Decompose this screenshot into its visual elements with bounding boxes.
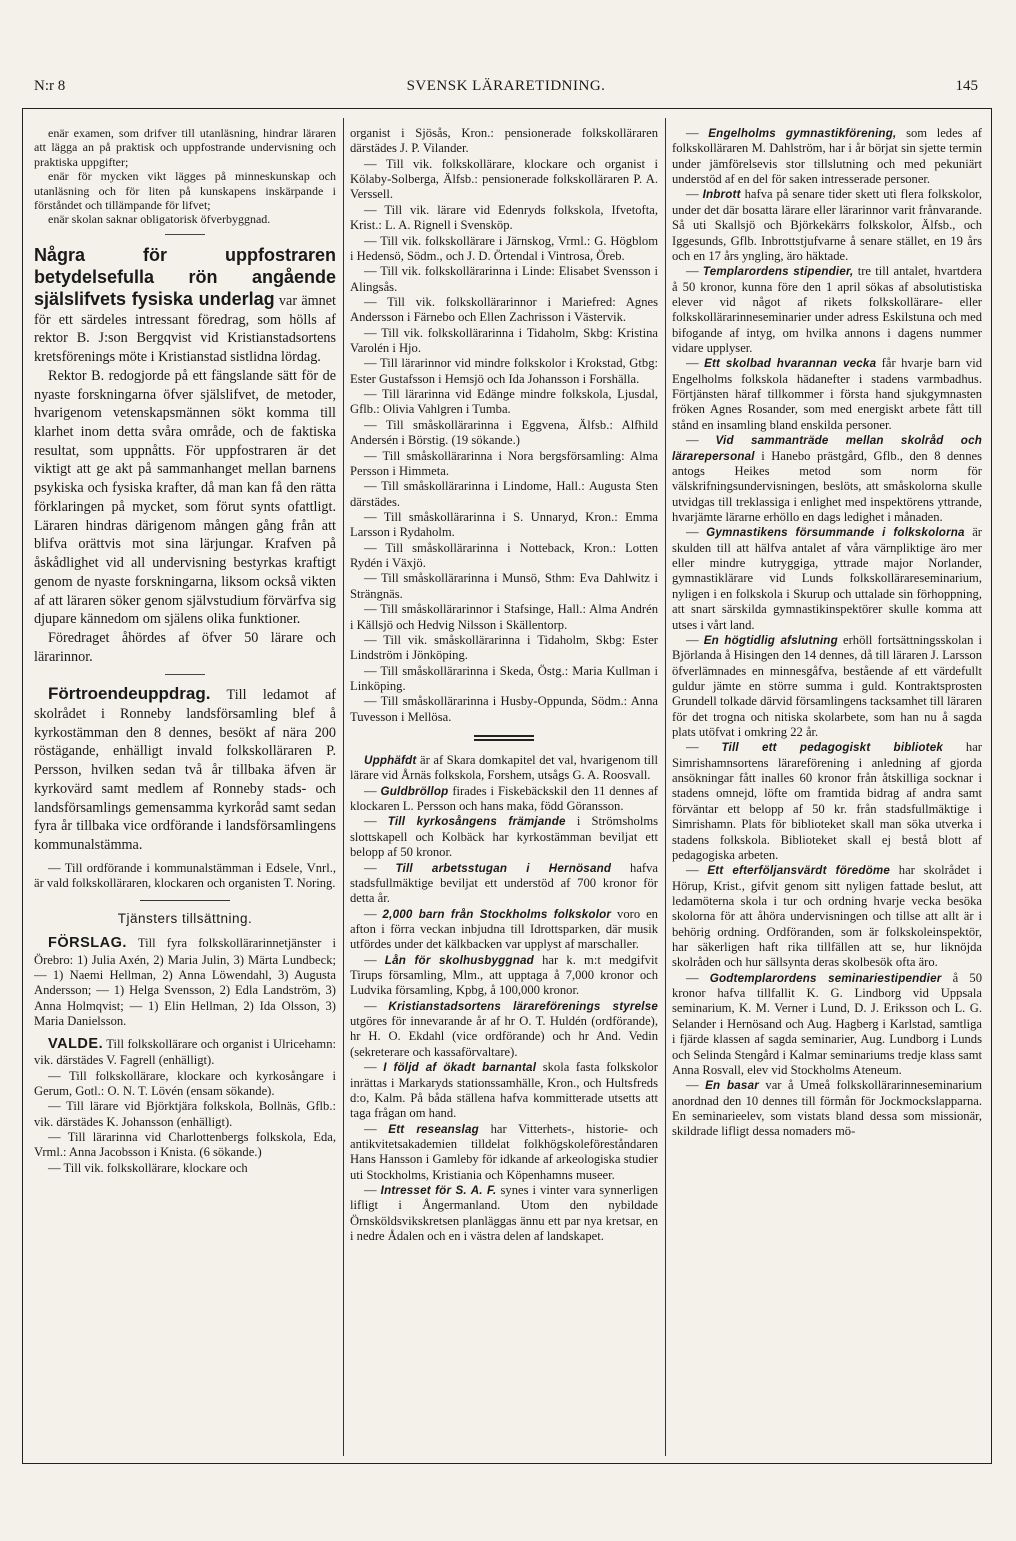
news-text: har k. m:t medgifvit Tirups församling, Mlm., att upptaga å 7,000 kronor och Ludvika församling, Kpbg, å 100,000 kronor. <box>350 952 658 998</box>
column-3 <box>672 126 982 1456</box>
news-item: — Gymnastikens försummande i folkskolorna är skulden till att hälfva antalet af våra värnpliktige äro mer eller mindre kutryggiga, yttrade major Norlander, gymnastiklärare vid Lunds folkskollärareseminarium, nyligen i en folkskola i Skurup och uttalade sin förhoppning, att snart särskilda gymnastikinspektörer skulle komma att utses i vårt land. <box>672 525 982 632</box>
news-text: å 50 kronor hafva tillfallit K. G. Lindborg vid Uppsala seminarium, K. M. Verner i Lund, D. J. Eriksson och L. G. Selander i Hernösand och Aug. Hagberg i Karlstad, samtliga i fjärde klassen af sagda seminarier, Aug. Lundborg i Lunds och Selinda Stengård i Kalmar seminariums tredje klass samt Anna Rosvall, elev vid Stockholms Ateneum. <box>672 970 982 1077</box>
news-headline: Upphäfdt <box>364 754 417 768</box>
newspaper-title: SVENSK LÄRARETIDNING. <box>406 78 606 94</box>
appointment-item: — Till vik. folkskollärare, klockare och organist i Kölaby-Solberga, Älfsb.: pensionerade folkskolläraren P. A. Verssell. <box>350 156 658 202</box>
news-text: tre till antalet, hvartdera å 50 kronor, kunna före den 1 april sökas af absolutistiska elever vid något af rikets folkskollärare- eller folkskollärarinneseminarier under adress Eskilstuna och med bifogande af intyg, om hvilka annons i dagens nummer vidare upplyser. <box>672 264 982 356</box>
news-text: i Strömsholms slottskapell och Kolbäck har kyrkostämman beviljat ett belopp af 50 kronor. <box>350 814 658 860</box>
appointment-item: — Till småskollärarinna i Husby-Oppunda, Södm.: Anna Tuvesson i Mellösa. <box>350 694 658 724</box>
valde-label: VALDE. <box>48 1035 104 1052</box>
news-text: hafva på senare tider skett uti flera folkskolor, under det där bosatta lärare eller lärarinnor varit frånvarande. Så uti Skallsjö och Björkekärrs folkskolor, Älfsb., och Iggesunds, Gflb. Inbrottstjufvarne å senare stället, en 19 års och en 17 års yngling, äro häktade. <box>672 187 982 263</box>
issue-number: N:r 8 <box>34 78 66 94</box>
news-item: — Till ett pedagogiskt bibliotek har Simrishamnsortens lärareförening i anledning af gjorda ansökningar fått inalles 60 kronor från åtskilliga socknar i stadens omnejd, löfte om framtida bidrag af andra samt förväntar ett belopp af 50 kr. från stadsfullmäktige i Simrishamn. Plats för biblioteket skall man söka utverka i stadens folkskola. Biblioteket skall ej bestå blott af pedagogiska arbeten. <box>672 740 982 862</box>
double-rule <box>474 735 534 741</box>
news-item: — Godtemplarordens seminariestipendier å 50 kronor hafva tillfallit K. G. Lindborg vid Uppsala seminarium, K. M. Verner i Lund, D. J. Eriksson och L. G. Selander i Hernösand och Aug. Hagberg i Karlstad, samtliga i fjärde klassen af sagda seminarier, Aug. Lundborg i Lunds och Selinda Stengård i Kalmar seminariums tredje klass samt Anna Rosvall, elev vid Stockholms Ateneum. <box>672 970 982 1077</box>
news-headline: Inbrott <box>702 188 741 202</box>
news-text: firades i Fiskebäckskil den 11 dennes af klockaren L. Persson och hans maka, född Göransson. <box>350 783 658 814</box>
page-number: 145 <box>955 78 978 94</box>
appointment-item: — Till småskollärarinna i Notteback, Kron.: Lotten Rydén i Växjö. <box>350 540 658 571</box>
appointment-item: — Till vik. folkskollärarinna i Linde: Elisabet Svensson i Alingsås. <box>350 264 658 294</box>
news-item: — Kristianstadsortens lärareförenings styrelse utgöres för innevarande år af hr O. T. Huldén (ordförande), hr H. O. Ekdahl (vice ordförande) och hr And. Vedin (sekreterare och kassaförvaltare). <box>350 998 658 1059</box>
news-item: — Templarordens stipendier, tre till antalet, hvartdera å 50 kronor, kunna före den 1 april sökas af absolutistiska elever vid något af rikets folkskollärare- eller folkskollärarinneseminarier under adress Eskilstuna och med bifogande af intyg, om hvilka annons i dagens nummer vidare upplyser. <box>672 264 982 356</box>
news-headline: Engelholms gymnastikförening, <box>708 127 897 140</box>
article-appointment <box>34 683 336 855</box>
appointment-item: — Till vik. folkskollärarinnor i Mariefred: Agnes Andersson i Färnebo och Ellen Zachrisson i Västervik. <box>350 294 658 325</box>
article-headline: Förtroendeuppdrag. <box>48 683 211 703</box>
news-item: — Ett skolbad hvarannan vecka får hvarje barn vid Engelholms folkskola hädanefter i stadens varmbadhus. Förtjänsten häraf tillkommer i första hand sjukgymnasten fröken Agnes Rosander, som med energiskt arbete fått till stånd en insamling bland enskilda personer. <box>672 356 982 432</box>
news-item: — Inbrott hafva på senare tider skett uti flera folkskolor, under det där bosatta lärare eller lärarinnor varit frånvarande. Så uti Skallsjö och Björkekärrs folkskolor, Älfsb., och Iggesunds, Gflb. Inbrottstjufvarne å senare stället, en 19 års och en 17 års yngling, äro häktade. <box>672 187 982 263</box>
news-text: utgöres för innevarande år af hr O. T. Huldén (ordförande), hr H. O. Ekdahl (vice ordförande) och hr And. Vedin (sekreterare och kassaförvaltare). <box>350 1014 658 1059</box>
separator <box>165 674 205 675</box>
news-text: var å Umeå folkskollärarinneseminarium anordnad den 10 dennes till förmån för Jockmockslapparna. En seminarieelev, som vistats bland dessa som missionär, skildrade lifligt dessa nomaders mö- <box>672 1078 982 1139</box>
news-headline: Till kyrkosångens främjande <box>387 815 566 829</box>
news-headline: Godtemplarordens seminariestipendier <box>709 971 942 985</box>
news-text: hafva stadsfullmäktige beviljat ett understöd af 700 kronor för detta år. <box>350 860 658 906</box>
appointment-item: — Till vik. lärare vid Edenryds folkskola, Ifvetofta, Krist.: L. A. Rignell i Svensköp. <box>350 202 658 233</box>
appointment-item: — Till småskollärarinna i Eggvena, Älfsb.: Alfhild Andersén i Börstig. (19 sökande.) <box>350 417 658 448</box>
appointment-item: — Till lärare vid Björktjära folkskola, Bollnäs, Gflb.: vik. därstädes K. Johansson (enhälligt). <box>34 1099 336 1129</box>
news-item: — En basar var å Umeå folkskollärarinneseminarium anordnad den 10 dennes till förmån för Jockmockslapparna. En seminarieelev, som vistats bland dessa som missionär, skildrade lifligt dessa nomaders mö- <box>672 1078 982 1139</box>
article-lead: var ämnet för ett särdeles intressant föredrag, som hölls af rektor B. J:son Bergqvist vid Kristianstadsortens kretsförenings möte i Kristianstad sistlidna lördag. <box>34 292 336 366</box>
intro-paragraph: enär skolan saknar obligatorisk öfverbyggnad. <box>48 212 271 227</box>
news-headline: Kristianstadsortens lärareförenings styrelse <box>388 999 658 1013</box>
news-text: skola fasta folkskolor inrättas i Markaryds stationssamhälle, Kron., och Hultsfreds d:o, Kalm. På båda ställena hafva kommitterade utsetts att taga frågan om hand. <box>350 1060 658 1121</box>
separator <box>165 234 205 235</box>
news-text: har Simrishamnsortens lärareförening i anledning af gjorda ansökningar fått inalles 60 kronor från åtskilliga socknar i stadens omnejd, löfte om framtida bidrag af andra samt förväntar ett belopp af 50 kr. från stadsfullmäktige i Simrishamn. Plats för biblioteket skall man söka utverka i stadens folkskola. Biblioteket skall ej bestå blott af pedagogiska arbeten. <box>672 740 982 862</box>
news-headline: Till ett pedagogiskt bibliotek <box>721 741 944 755</box>
news-item: — En högtidlig afslutning erhöll fortsättningsskolan i Björlanda å Hisingen den 14 dennes, då till läraren J. Larsson öfverlämnades en minnesgåfva, bestående af ett värdefullt guldur jämte en större summa i guld. Kontraktsprosten Grundell tolkade därvid församlingens tacksamhet till läraren för det trogna och nitiska skolarbete, som han nu å sagda plats utöfvat i omkring 22 år. <box>672 632 982 740</box>
news-headline: Guldbröllop <box>380 784 449 798</box>
news-headline: Intresset för S. A. F. <box>380 1184 497 1198</box>
appointment-item: — Till småskollärarinna i Lindome, Hall.: Augusta Sten därstädes. <box>350 479 658 509</box>
article-lecture <box>34 245 336 367</box>
news-headline: Ett reseanslag <box>388 1122 479 1136</box>
news-text: får hvarje barn vid Engelholms folkskola hädanefter i stadens varmbadhus. Förtjänsten häraf tillkommer i första hand sjukgymnasten fröken Agnes Rosander, som med energiskt arbete fått till stånd en insamling bland enskilda personer. <box>672 356 982 432</box>
news-text: som ledes af folkskolläraren M. Dahlström, har i år börjat sin sjette termin under jämförelsevis stor tillslutning och med pekuniärt understöd af en del för saken intresserade personer. <box>672 126 982 187</box>
article-body: Till ledamot af skolrådet i Ronneby landsförsamling blef å kyrkostämman den 8 dennes, besökt af nära 200 röstägande, enhälligt invald folkskolläraren P. Persson, hvilken sedan två år tillbaka äfven är kyrkovärd samt medlem af Ronneby stads- och landsförsamlings gemensamma kyrkoråd samt sedan fyra år tillbaka vice ordförande i landsförsamlingens kommunalstämma. <box>34 686 336 854</box>
appointment-item: — Till folkskollärare, klockare och kyrkosångare i Gerum, Gotl.: O. N. T. Lövén (ensam sökande). <box>34 1068 336 1098</box>
news-text: i Hanebo prästgård, Gflb., den 8 dennes antogs Heikes metod som norm för välskrifningsundervisningen, beslöts, att småskolorna skulle utvidgas till treklassiga i enlighet med inspektörens yttrande, hvarjämte lärarne erhöllo en dags ledighet i månaden. <box>672 448 982 524</box>
news-headline: En basar <box>705 1079 759 1093</box>
news-text: voro en afton i förra veckan inbjudna till Idrottsparken, där musik utfördes under det kälkbacken var upplyst af marschaller. <box>350 906 658 952</box>
news-text: har Vitterhets-, historie- och antikvitetsakademien tilldelat folkhögskoleföreståndaren Hans Hansson i Gamleby för idkande af arkeologiska studier uti Stockholms, Kristiania och Köpenhamns museer. <box>350 1121 658 1182</box>
forslag-paragraph <box>34 935 336 1029</box>
news-headline: Ett efterföljansvärdt föredöme <box>707 864 891 878</box>
running-header <box>34 78 978 102</box>
news-item: — Till arbetsstugan i Hernösand hafva stadsfullmäktige beviljat ett understöd af 700 kronor för detta år. <box>350 860 658 906</box>
appointment-item: — Till lärarinna vid Charlottenbergs folkskola, Eda, Vrml.: Anna Jacobsson i Knista. (6 sökande.) <box>34 1130 336 1160</box>
appointment-item: — Till småskollärarinna i Munsö, Sthm: Eva Dahlwitz i Strängnäs. <box>350 571 658 601</box>
news-item: — Guldbröllop firades i Fiskebäckskil den 11 dennes af klockaren L. Persson och hans maka, född Göransson. <box>350 783 658 814</box>
news-headline: Till arbetsstugan i Hernösand <box>395 861 612 875</box>
valde-paragraph <box>34 1036 336 1069</box>
news-item: — Till kyrkosångens främjande i Strömsholms slottskapell och Kolbäck har kyrkostämman beviljat ett belopp af 50 kronor. <box>350 814 658 860</box>
news-item: — Lån för skolhusbyggnad har k. m:t medgifvit Tirups församling, Mlm., att upptaga å 7,000 kronor och Ludvika församling, Kpbg, å 100,000 kronor. <box>350 952 658 998</box>
appointment-item: — Till småskollärarinnor i Stafsinge, Hall.: Alma Andrén i Källsjö och Hedvig Nilsson i Skällentorp. <box>350 602 658 632</box>
news-item: — Intresset för S. A. F. synes i vinter vara synnerligen lifligt i Ångermanland. Utom den nybildade Örnsköldsvikskretsen planläggas ännu ett par nya kretsar, en i nedre Ådalen och en i västra delen af landskapet. <box>350 1183 658 1244</box>
news-headline: Templarordens stipendier, <box>702 265 854 279</box>
news-headline: Vid sammanträde mellan skolråd och lärarepersonal <box>672 434 982 463</box>
news-item <box>350 753 658 784</box>
section-title: Tjänsters tillsättning. <box>117 910 253 926</box>
appointment-item: — Till vik. folkskollärarinna i Tidaholm, Skbg: Kristina Varolén i Hjo. <box>350 325 658 356</box>
appointment-item: — Till lärarinnor vid mindre folkskolor i Krokstad, Gtbg: Ester Gustafsson i Hemsjö och Ida Johansson i Forshälla. <box>350 356 658 386</box>
article-headline: Några för uppfostraren betydelsefulla rön angående själslifvets fysiska underlag <box>34 244 336 309</box>
news-headline: Gymnastikens försummande i folkskolorna <box>706 526 965 540</box>
valde-text: Till folkskollärare och organist i Ulricehamn: vik. därstädes V. Fagrell (enhälligt). <box>34 1036 336 1068</box>
column-1 <box>34 126 336 1456</box>
appointment-item: — Till vik. folkskollärare, klockare och <box>48 1160 248 1175</box>
appointment-item: — Till småskollärarinna i Nora bergsförsamling: Alma Persson i Himmeta. <box>350 448 658 478</box>
news-item: — I följd af ökadt barnantal skola fasta folkskolor inrättas i Markaryds stationssamhälle, Kron., och Hultsfreds d:o, Kalm. På båda ställena hafva kommitterade utsetts att taga frågan om hand. <box>350 1060 658 1121</box>
news-item: — Ett reseanslag har Vitterhets-, historie- och antikvitetsakademien tilldelat folkhögskoleföreståndaren Hans Hansson i Gamleby för idkande af arkeologiska studier uti Stockholms, Kristiania och Köpenhamns museer. <box>350 1121 658 1182</box>
column-2 <box>350 126 658 1456</box>
appointment-item: — Till lärarinna vid Edänge mindre folkskola, Ljusdal, Gflb.: Olivia Vahlgren i Tumba. <box>350 387 658 417</box>
intro-paragraph: enär för mycken vikt lägges på minneskunskap och utanläsning och för liten på kunskapens inskärpande i förståndet och tillämpande för lifvet; <box>34 169 336 212</box>
news-item: — Vid sammanträde mellan skolråd och lärarepersonal i Hanebo prästgård, Gflb., den 8 dennes antogs Heikes metod som norm för välskrifningsundervisningen, beslöts, att småskolorna skulle utvidgas till treklassiga i enlighet med inspektörens yttrande, hvarjämte lärarne erhöllo en dags ledighet i månaden. <box>672 433 982 524</box>
news-item: — Engelholms gymnastikförening, som ledes af folkskolläraren M. Dahlström, har i år börjat sin sjette termin under jämförelsevis stor tillslutning och med pekuniärt understöd af en del för saken intresserade personer. <box>672 126 982 187</box>
news-text: synes i vinter vara synnerligen lifligt i Ångermanland. Utom den nybildade Örnsköldsvikskretsen planläggas ännu ett par nya kretsar, en i nedre Ådalen och en i västra delen af landskapet. <box>350 1183 658 1244</box>
news-text: är af Skara domkapitel det val, hvarigenom till lärare vid Årnäs folkskola, Forshem, utsågs G. A. Roosvall. <box>350 753 658 783</box>
news-text: erhöll fortsättningsskolan i Björlanda å Hisingen den 14 dennes, då till läraren J. Larsson öfverlämnades en minnesgåfva, bestående af ett värdefullt guldur jämte en större summa i guld. Kontraktsprosten Grundell tolkade därvid församlingens tacksamhet till läraren för det trogna och nitiska skolarbete, som han nu å sagda plats utöfvat i omkring 22 år. <box>672 632 982 740</box>
article-paragraph: — Till ordförande i kommunalstämman i Edsele, Vnrl., är vald folkskolläraren, klockaren och organisten T. Noring. <box>34 860 336 891</box>
news-item: — Ett efterföljansvärdt föredöme har skolrådet i Hörup, Krist., gifvit genom sitt nyligen fattade beslut, att ledamöterna skola i tur och ordning hvarje vecka besöka skolorna för att åhöra undervisningen och tillse att allt är i behörig ordning. Ordföranden, som är folkskoleinspektör, har säkerligen haft rika tillfällen att se, hur liknöjda skolråden och hur sällsynta deras skolbesök ofta äro. <box>672 863 982 970</box>
article-paragraph: Rektor B. redogjorde på ett fängslande sätt för de nyaste forskningarna öfver själslifvet, de metoder, hvarigenom vetenskapsmännen sökt komma till klarhet inom detta svåra område, och de faktiska resultat, som uppnåtts. För uppfostraren är det viktigt att ge akt på sammanhanget mellan barnens psykiska och fysiska krafter, då man kan få den rätta förklaringen på mycket, som förut synts ofattligt. Läraren hindras därigenom mången gång från att blifva orättvis mot sina lärjungar. Krafven på åskådlighet vid all undervisning bestyrkas kraftigt genom de nyaste forskningarna, liksom också vikten af att läraren söker genom självstudium förvärfva sig djupare kännedom om själens olika funktioner. <box>34 367 336 628</box>
appointments-list <box>350 126 658 725</box>
column-rule <box>665 118 666 1456</box>
news-headline: I följd af ökadt barnantal <box>383 1061 537 1075</box>
forslag-text: Till fyra folkskollärarinnetjänster i Örebro: 1) Julia Axén, 2) Maria Julin, 3) Märta Lundbeck; — 1) Naemi Hellman, 2) Anna Löwendahl, 3) Augusta Andersson; — 1) Helga Svensson, 2) Edla Landström, 3) Anna Holmqvist; — 1) Elin Hellman, 2) Ida Olsson, 3) Maria Danielsson. <box>34 936 336 1029</box>
news-text: har skolrådet i Hörup, Krist., gifvit genom sitt nyligen fattade beslut, att ledamöterna skola i tur och ordning hvarje vecka besöka skolorna för att åhöra undervisningen och tillse att allt är i behörig ordning. Ordföranden, som är folkskoleinspektör, har säkerligen haft rika tillfällen att se, hur liknöjda skolråden och hur sällsynta deras skolbesök ofta äro. <box>672 863 982 970</box>
appointment-item: — Till vik. folkskollärare i Järnskog, Vrml.: G. Högblom i Hedensö, Södm., och J. D. Örtendal i Vintrosa, Öreb. <box>350 233 658 263</box>
news-text: är skulden till att hälfva antalet af våra värnpliktige äro mer eller mindre kutryggiga, yttrade major Norlander, gymnastiklärare vid Lunds folkskollärareseminarium, nyligen i en folkskola i Skurup och uttalade sin förhoppning, att snart särskilda gymnastikinspektörer skulle komma att utses i vårt land. <box>672 525 982 632</box>
appointment-item: — Till småskollärarinna i Skeda, Östg.: Maria Kullman i Linköping. <box>350 663 658 693</box>
news-headline: Ett skolbad hvarannan vecka <box>704 357 877 371</box>
article-paragraph: Föredraget åhördes af öfver 50 lärare och lärarinnor. <box>34 630 336 665</box>
column-rule <box>343 118 344 1456</box>
appointment-item: — Till småskollärarinna i S. Unnaryd, Kron.: Emma Larsson i Rydaholm. <box>350 509 658 540</box>
intro-paragraph: enär examen, som drifver till utanläsning, hindrar läraren att lägga an på praktisk och uppfostrande undervisning och praktiska uppgifter; <box>34 126 336 169</box>
news-headline: 2,000 barn från Stockholms folkskolor <box>382 907 612 921</box>
appointment-item: — Till vik. småskollärarinna i Tidaholm, Skbg: Ester Lindström i Jönköping. <box>350 632 658 663</box>
news-list <box>350 753 658 1245</box>
forslag-label: FÖRSLAG. <box>48 935 127 952</box>
appointment-item: organist i Sjösås, Kron.: pensionerade folkskolläraren därstädes J. P. Vilander. <box>350 126 658 156</box>
separator <box>140 900 230 901</box>
news-headline: En högtidlig afslutning <box>703 633 838 647</box>
news-headline: Lån för skolhusbyggnad <box>384 953 534 967</box>
news-item: — 2,000 barn från Stockholms folkskolor voro en afton i förra veckan inbjudna till Idrottsparken, där musik utfördes under det kälkbacken var upplyst af marschaller. <box>350 906 658 952</box>
